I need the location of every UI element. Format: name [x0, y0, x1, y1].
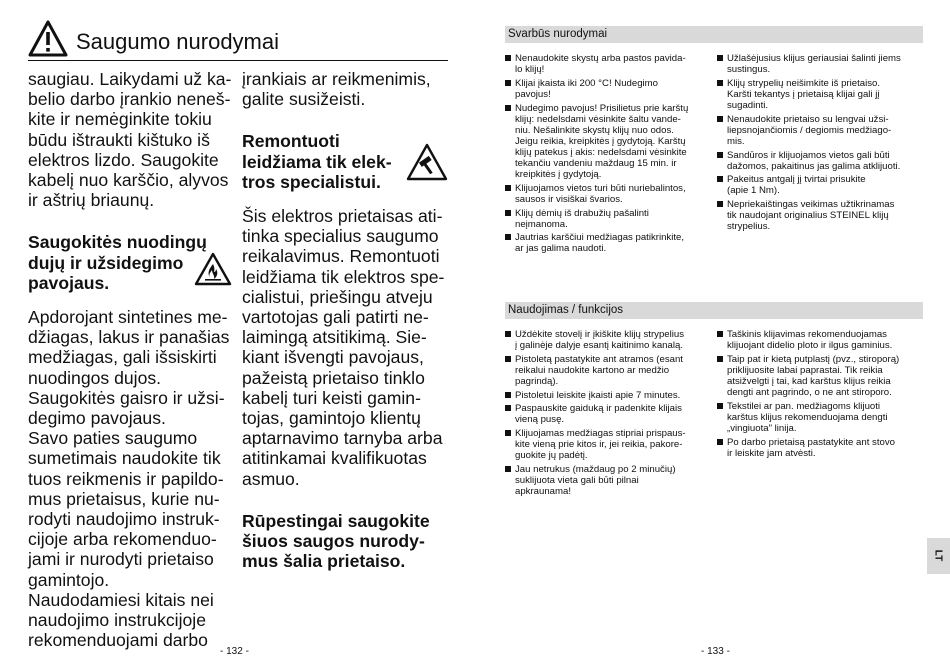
section-heading: Remontuoti leidžiama tik elek- tros specialistui. [242, 131, 392, 192]
list-item-text: Sandūros ir klijuojamos vietos gali būti dažomos, pakaitinus jas galima atklijuoti. [727, 149, 901, 172]
repair-hammer-warning-icon [406, 143, 448, 181]
list-item [505, 103, 705, 181]
bullet-square-icon [717, 176, 723, 182]
list-item [505, 208, 705, 230]
bullet-square-icon [717, 201, 723, 207]
list-item-text: Klijų dėmių iš drabužių pašalinti neįmanoma. [515, 207, 649, 230]
bullet-list [717, 53, 917, 235]
list-item-text: Jautrias karščiui medžiagas patikrinkite, ar jas galima naudoti. [515, 232, 685, 255]
list-item-text: Klijai įkaista iki 200 °C! Nudegimo pavojus! [515, 77, 659, 100]
list-item [505, 403, 705, 425]
right-page [475, 0, 950, 669]
heading-block [242, 131, 452, 192]
bullet-square-icon [717, 439, 723, 445]
bullet-square-icon [505, 392, 511, 398]
bullet-square-icon [717, 152, 723, 158]
right-column [242, 69, 452, 571]
list-item-text: Taškinis klijavimas rekomenduojamas klijuojant didelio ploto ir ilgus gaminius. [727, 329, 893, 352]
language-code: LT [932, 549, 944, 562]
list-item-text: Pakeitus antgalį jį tvirtai prisukite (apie 1 Nm). [727, 174, 866, 197]
section-header: Naudojimas / funkcijos [505, 302, 923, 319]
list-item [717, 329, 917, 351]
list-item-text: Uždėkite stovelį ir įkiškite klijų strypelius į galinėje dalyje esantį kaitinimo kanalą. [515, 329, 685, 352]
title-row [28, 18, 448, 62]
page-number: - 133 - [701, 646, 730, 657]
list-item-text: Pistoletui leiskite įkaisti apie 7 minutes. [515, 389, 681, 401]
bullet-square-icon [505, 234, 511, 240]
list-item-text: Užlašėjusius klijus geriausiai šalinti jiems sustingus. [727, 53, 901, 76]
list-item-text: Jau netrukus (maždaug po 2 minučių) suklijuota vieta gali būti pilnai apkraunama! [515, 464, 676, 498]
list-item [505, 329, 705, 351]
bullet-list [717, 329, 917, 461]
paragraph: įrankiais ar reikmenimis, galite susižeisti. [242, 69, 431, 110]
bullet-square-icon [717, 331, 723, 337]
bullet-square-icon [717, 80, 723, 86]
list-item [717, 174, 917, 196]
bullet-square-icon [505, 405, 511, 411]
paragraph: saugiau. Laikydami už ka- belio darbo įrankio neneš- kite ir nemėginkite tokiu būdu ištraukti kištuko iš elektros lizdo. Saugokite kabelį nuo karščio, alyvos ir aštrių briaunų. [28, 69, 232, 211]
bullet-square-icon [505, 210, 511, 216]
bullet-square-icon [505, 80, 511, 86]
list-item-text: Klijuojamos vietos turi būti nuriebalintos, sausos ir visiškai švarios. [515, 182, 686, 205]
heading-block [28, 232, 236, 293]
list-item [505, 464, 705, 497]
list-item [505, 390, 705, 401]
bullet-square-icon [717, 356, 723, 362]
left-column [28, 69, 236, 650]
list-item-text: Nudegimo pavojus! Prisilietus prie karštų klijų: nedelsdami vėsinkite šaltu vande- niu. Nešalinkite skystų klijų nuo odos. Jeigu reikia, kreipkitės į gydytoją. Karštų klijų patekus į akis: nedelsdami vėsinkite tekančiu vandeniu maždaug 15 min. ir kreipkitės į gydytoją. [515, 102, 689, 181]
bullet-square-icon [505, 331, 511, 337]
bullet-square-icon [717, 55, 723, 61]
list-item [717, 199, 917, 232]
bullet-square-icon [505, 105, 511, 111]
page-title: Saugumo nurodymai [76, 29, 280, 54]
list-item [505, 183, 705, 205]
list-item [505, 78, 705, 100]
list-item-text: Po darbo prietaisą pastatykite ant stovo ir leiskite jam atvėsti. [727, 436, 895, 459]
page-number: - 132 - [220, 646, 249, 657]
list-item-text: Nenaudokite prietaiso su lengvai užsi- liepsnojančiomis / degiomis medžiago- mis. [727, 113, 892, 147]
list-item [505, 428, 705, 461]
list-item [505, 232, 705, 254]
list-item [717, 114, 917, 147]
bullet-square-icon [505, 466, 511, 472]
list-item-text: Nenaudokite skystų arba pastos pavida- lo klijų! [515, 53, 686, 76]
list-item-text: Paspauskite gaiduką ir padenkite klijais vieną pusę. [515, 403, 682, 426]
list-item-text: Klijų strypelių neišimkite iš prietaiso. Karšti tekantys į prietaisą klijai gali jį sugadinti. [727, 77, 881, 111]
language-tab [927, 538, 950, 574]
warning-triangle-icon [28, 20, 68, 58]
flammable-warning-icon [194, 252, 232, 286]
list-item-text: Nepriekaištingas veikimas užtikrinamas tik naudojant originalius STEINEL klijų strypelius. [727, 199, 895, 233]
list-item [717, 437, 917, 459]
list-item-text: Tekstilei ar pan. medžiagoms klijuoti karštus klijus rekomenduojama dengti „vingiuota" linija. [727, 400, 888, 434]
bullet-square-icon [505, 430, 511, 436]
list-item [717, 78, 917, 111]
bullet-square-icon [505, 185, 511, 191]
section-heading: Saugokitės nuodingų dujų ir užsidegimo pavojaus. [28, 232, 207, 293]
list-item [505, 53, 705, 75]
paragraph: Šis elektros prietaisas ati- tinka specialius saugumo reikalavimus. Remontuoti leidžiama tik elektros spe- cialistui, priešingu atveju vartotojas gali patirti ne- laimingą atsitikimą. Sie- kiant išvengti pavojaus, pažeistą prietaiso tinklo kabelį turi keisti gamin- tojas, gamintojo klientų aptarnavimo tarnyba arba atitinkamai kvalifikuotas asmuo. [242, 206, 445, 489]
list-item [717, 53, 917, 75]
paragraph: Apdorojant sintetines me- džiagas, lakus ir panašias medžiagas, gali išsiskirti nuodingos dujos. Saugokitės gaisro ir užsi- degimo pavojaus. Savo paties saugumo sumetimais naudokite tik tuos reikmenis ir papildo- mus prietaisus, kurie nu- rodyti naudojimo instruk- cijoje arba rekomenduo- jami ir nurodyti prietaiso gamintojo. Naudodamiesi kitais nei naudojimo instrukcijoje rekomenduojami darbo [28, 307, 230, 651]
section-header: Svarbūs nurodymai [505, 26, 923, 43]
list-item-text: Pistoletą pastatykite ant atramos (esant reikalui naudokite kartono ar medžio pagrindą). [515, 353, 683, 387]
bullet-list [505, 329, 705, 500]
list-item-text: Klijuojamas medžiagas stipriai prispaus- kite vieną prie kitos ir, jei reikia, pakore- guokite jų padėtį. [515, 428, 686, 462]
title-divider [28, 60, 448, 61]
list-item [717, 354, 917, 398]
list-item [717, 401, 917, 434]
bullet-square-icon [505, 356, 511, 362]
list-item-text: Taip pat ir kietą putplastį (pvz., stiroporą) priklijuosite labai paprastai. Tik reikia atsižvelgti į tai, kad karštus klijus reikia dengti ant pagrindo, o ne ant stiroporo. [727, 353, 900, 399]
bullet-square-icon [717, 116, 723, 122]
bullet-list [505, 53, 705, 257]
list-item [505, 354, 705, 387]
list-item [717, 150, 917, 172]
bullet-square-icon [717, 403, 723, 409]
section-heading: Rūpestingai saugokite šiuos saugos nurody- mus šalia prietaiso. [242, 510, 430, 572]
bullet-square-icon [505, 55, 511, 61]
